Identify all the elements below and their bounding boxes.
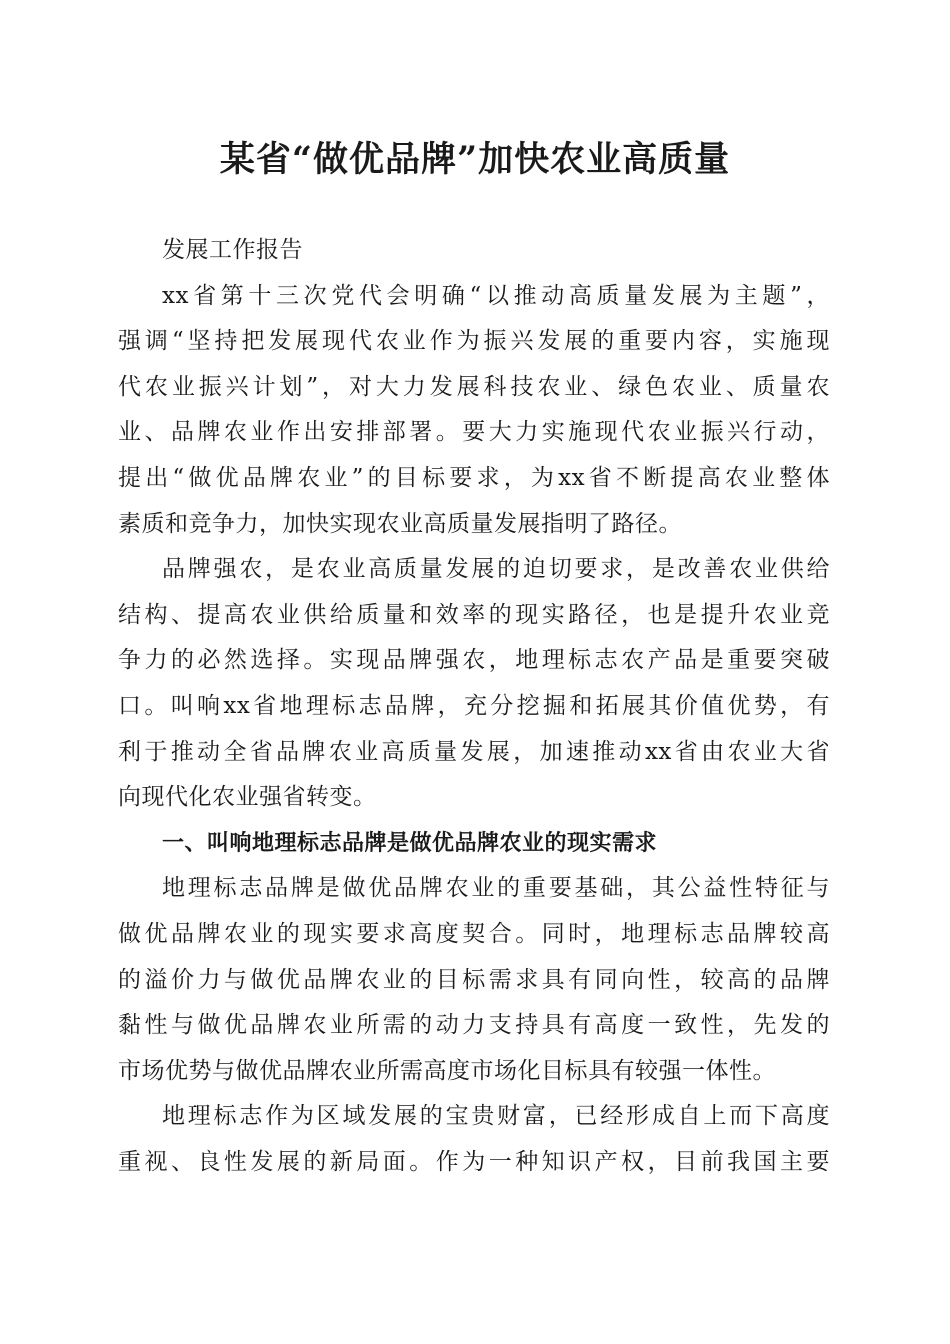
paragraph-line: 结构、提高农业供给质量和效率的现实路径，也是提升农业竞 [118,601,830,628]
paragraph-line: 强调“坚持把发展现代农业作为振兴发展的重要内容，实施现 [118,328,830,355]
paragraph-line: 口。叫响xx省地理标志品牌，充分挖掘和拓展其价值优势，有 [118,692,830,719]
paragraph-line: 提出“做优品牌农业”的目标要求，为xx省不断提高农业整体 [118,464,830,491]
paragraph-line: 素质和竞争力，加快实现农业高质量发展指明了路径。 [118,510,682,537]
paragraph-line: xx省第十三次党代会明确“以推动高质量发展为主题”， [162,282,830,309]
paragraph-line: 利于推动全省品牌农业高质量发展，加速推动xx省由农业大省 [118,738,830,765]
paragraph-line: 争力的必然选择。实现品牌强农，地理标志农产品是重要突破 [118,647,830,674]
paragraph-line: 品牌强农，是农业高质量发展的迫切要求，是改善农业供给 [162,556,830,583]
paragraph-line: 地理标志作为区域发展的宝贵财富，已经形成自上而下高度 [162,1103,830,1130]
paragraph-line: 市场优势与做优品牌农业所需高度市场化目标具有较强一体性。 [118,1057,776,1084]
paragraph-line: 的溢价力与做优品牌农业的目标需求具有同向性，较高的品牌 [118,966,830,993]
paragraph-line: 代农业振兴计划”，对大力发展科技农业、绿色农业、质量农 [118,373,830,400]
subtitle-line: 发展工作报告 [162,237,303,263]
paragraph-line: 黏性与做优品牌农业所需的动力支持具有高度一致性，先发的 [118,1012,830,1039]
paragraph-line: 地理标志品牌是做优品牌农业的重要基础，其公益性特征与 [162,875,830,902]
paragraph-line: 业、品牌农业作出安排部署。要大力实施现代农业振兴行动， [118,419,830,446]
section-heading: 一、叫响地理标志品牌是做优品牌农业的现实需求 [162,830,658,856]
document-body [118,228,830,1185]
paragraph-line: 向现代化农业强省转变。 [118,784,377,811]
paragraph-line: 做优品牌农业的现实要求高度契合。同时，地理标志品牌较高 [118,920,830,947]
document-title: 某省“做优品牌”加快农业高质量 [219,139,731,180]
paragraph-line: 重视、良性发展的新局面。作为一种知识产权，目前我国主要 [118,1148,830,1175]
